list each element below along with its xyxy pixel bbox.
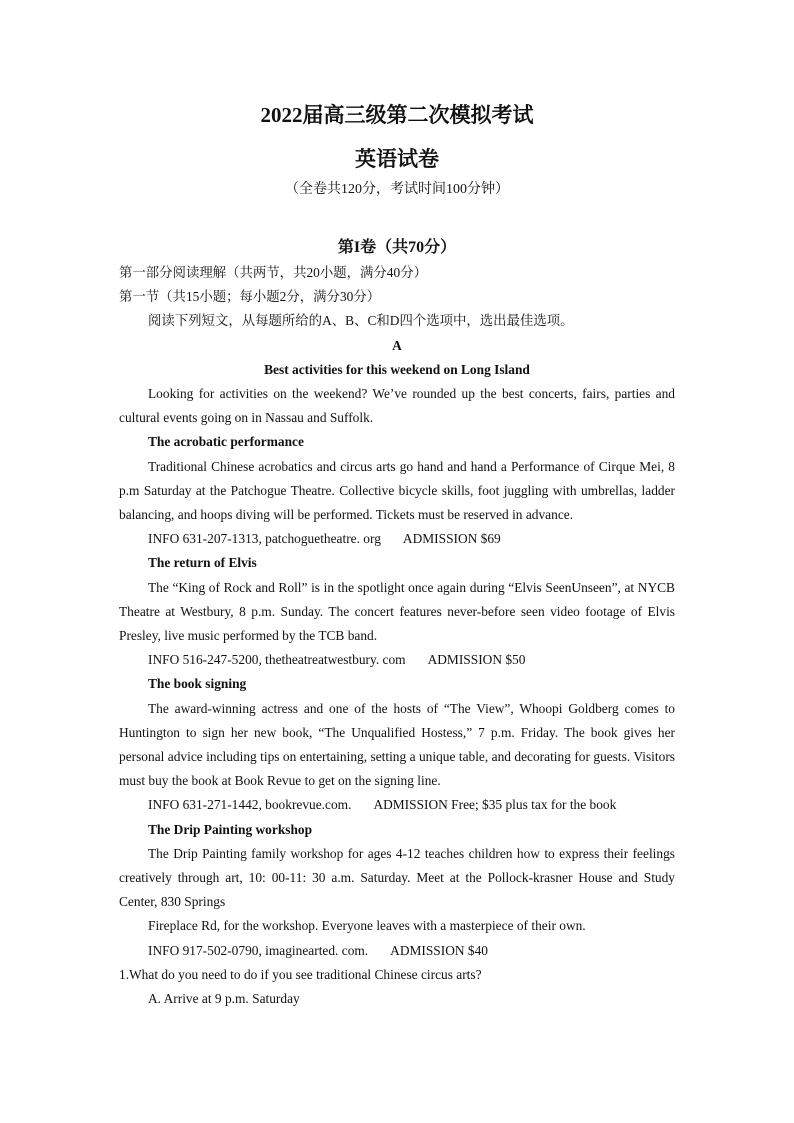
event-info-line <box>119 648 675 672</box>
event-info: INFO 631-207-1313, patchoguetheatre. org <box>148 531 381 547</box>
event-info-line <box>119 939 675 963</box>
subject-title: 英语试卷 <box>355 147 439 171</box>
event-body: The Drip Painting family workshop for ages 4-12 teaches children how to express their feelings creatively through art, 10: 00-11: 30 a.m. Saturday. Meet at the Pollock-krasner House and Study Center, 830 Springs <box>119 845 675 910</box>
event-body: Traditional Chinese acrobatics and circus arts go hand and hand a Performance of Cirque Mei, 8 p.m Saturday at the Patchogue Theatre. Collective bicycle skills, foot juggling with umbrellas, ladder balancing, and hoops diving will be performed. Tickets must be reserved in advance. <box>119 458 675 523</box>
event-heading: The Drip Painting workshop <box>148 821 313 837</box>
event-admission: ADMISSION Free; $35 plus tax for the book <box>373 797 617 813</box>
passage-intro: Looking for activities on the weekend? We’ve rounded up the best concerts, fairs, parties and cultural events going on in Nassau and Suffolk. <box>119 386 675 426</box>
part-title: 第I卷（共70分） <box>337 239 457 256</box>
event-body: The “King of Rock and Roll” is in the spotlight once again during “Elvis SeenUnseen”, at NYCB Theatre at Westbury, 8 p.m. Sunday. The concert features never-before seen video footage of Elvis Presley, live music performed by the TCB band. <box>119 579 675 644</box>
event-body-continued: Fireplace Rd, for the workshop. Everyone leaves with a masterpiece of their own. <box>148 918 586 934</box>
event-info: INFO 917-502-0790, imaginearted. com. <box>148 942 369 958</box>
question-option-a: A. Arrive at 9 p.m. Saturday <box>148 991 300 1007</box>
section-line: 第一部分阅读理解（共两节，共20小题，满分40分） <box>119 265 427 280</box>
passage-title: Best activities for this weekend on Long Island <box>264 361 530 377</box>
event-admission: ADMISSION $40 <box>390 942 488 958</box>
exam-title: 2022届高三级第二次模拟考试 <box>260 103 534 127</box>
event-info-line <box>119 793 675 817</box>
passage-letter: A <box>392 337 402 353</box>
event-info: INFO 516-247-5200, thetheatreatwestbury. com <box>148 652 406 668</box>
event-info: INFO 631-271-1442, bookrevue.com. <box>148 797 352 813</box>
event-admission: ADMISSION $50 <box>427 652 526 668</box>
event-heading: The acrobatic performance <box>148 434 304 450</box>
subsection-line: 第一节（共15小题；每小题2分，满分30分） <box>119 289 381 305</box>
exam-content <box>119 261 675 1011</box>
question-stem: 1.What do you need to do if you see traditional Chinese circus arts? <box>119 966 482 982</box>
event-info-line <box>119 527 675 551</box>
exam-note: （全卷共120分，考试时间100分钟） <box>285 182 509 197</box>
event-body: The award-winning actress and one of the hosts of “The View”, Whoopi Goldberg comes to Huntington to sign her new book, “The Unqualified Hostess,” 7 p.m. Friday. The book gives her personal advice including tips on entertaining, setting a unique table, and decorating for guests. Visitors must buy the book at Book Revue to get on the signing line. <box>119 700 675 789</box>
event-heading: The return of Elvis <box>148 555 257 571</box>
event-admission: ADMISSION $69 <box>402 531 501 547</box>
instruction: 阅读下列短文，从每题所给的A、B、C和D四个选项中，选出最佳选项。 <box>148 313 574 329</box>
event-heading: The book signing <box>148 676 247 692</box>
